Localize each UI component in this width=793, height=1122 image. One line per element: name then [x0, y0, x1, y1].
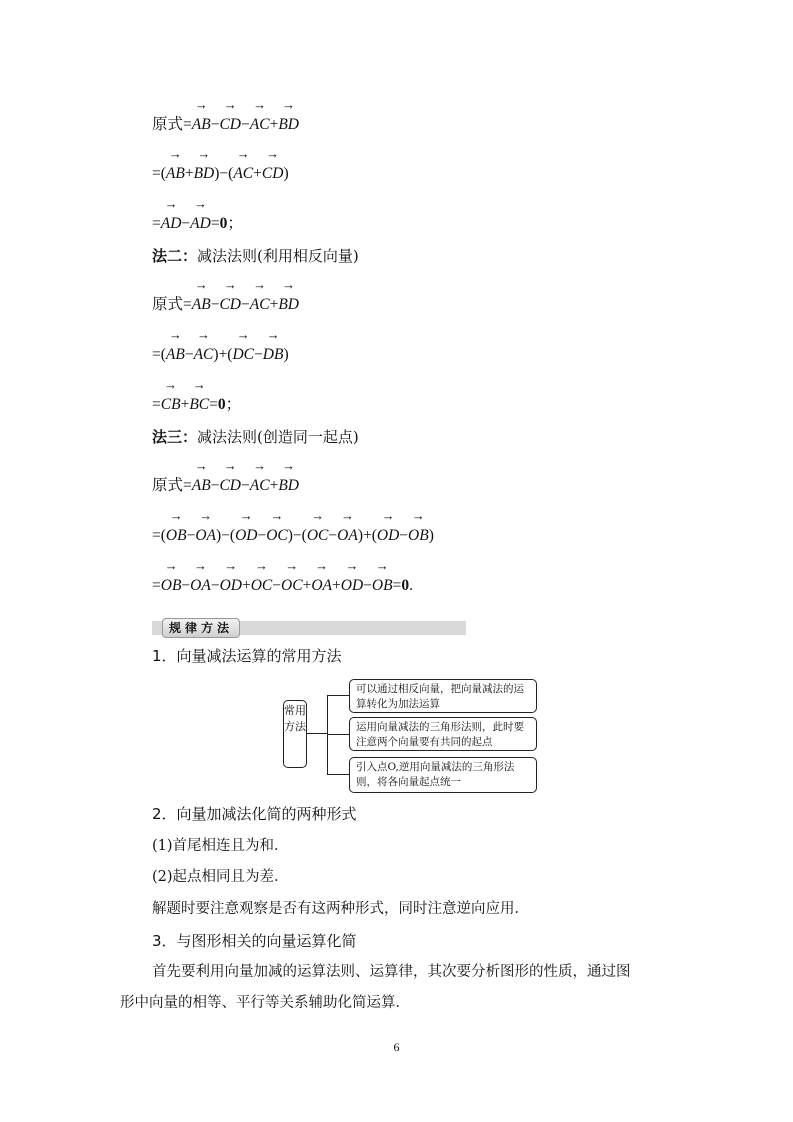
vector: → OB [161, 576, 182, 596]
vector: → OB [408, 526, 429, 546]
section2-item1: (1)首尾相连且为和． [152, 838, 289, 854]
zero-vector: 0 [217, 396, 226, 413]
connector-line [327, 734, 349, 735]
eq-m1-line1: 原式=→ AB−→ CD−→ AC+→ BD [152, 115, 299, 135]
vector: → OA [311, 576, 332, 596]
punct: ； [225, 396, 242, 413]
section3-title: 3．与图形相关的向量运算化简 [152, 932, 357, 950]
connector-line [327, 695, 349, 696]
vector: → OA [190, 576, 211, 596]
heading-text: 减法法则(利用相反向量) [197, 247, 359, 265]
vector: → AB [166, 345, 185, 365]
vector: → OC [251, 576, 273, 596]
vector: → CB [161, 395, 181, 415]
heading-label: 法三： [152, 428, 198, 446]
vector: → AC [250, 115, 270, 135]
section2-note: 解题时要注意观察是否有这两种形式，同时注意逆向应用． [152, 901, 529, 917]
vector: → OC [281, 576, 303, 596]
diagram-box-2: 运用向量减法的三角形法则，此时要注意两个向量要有共同的起点 [349, 717, 537, 751]
section2-item2: (2)起点相同且为差． [152, 869, 289, 885]
vector: → BD [278, 295, 299, 315]
vector: → OD [377, 526, 399, 546]
vector: → AC [250, 476, 270, 496]
vector: → AB [192, 476, 211, 496]
section3-para-line1: 首先要利用向量加减的运算法则、运算律，其次要分析图形的性质，通过图 [152, 964, 631, 980]
section1-title: 1．向量减法运算的常用方法 [152, 647, 342, 665]
vector: → CD [219, 476, 241, 496]
eq-m3-line3: =→ OB−→ OA−→ OD+→ OC−→ OC+→ OA+→ OD−→ OB=0. [152, 576, 413, 596]
method2-heading [152, 246, 359, 266]
prefix: 原式 [152, 477, 184, 494]
diagram-box-1: 可以通过相反向量，把向量减法的运算转化为加法运算 [349, 679, 537, 713]
vector: → AB [166, 164, 185, 184]
vector: → AB [192, 115, 211, 135]
vector: → CD [262, 164, 284, 184]
page-number: 6 [393, 1040, 400, 1054]
vector: → BD [194, 164, 215, 184]
vector: → AD [161, 214, 182, 234]
connector-line [327, 774, 349, 775]
eq-m2-line1: 原式=→ AB−→ CD−→ AC+→ BD [152, 295, 299, 315]
vector: → OB [166, 526, 187, 546]
vector: → CD [219, 295, 241, 315]
zero-vector: 0 [219, 215, 228, 232]
eq-m3-line2: =(→ OB−→ OA)−(→ OD−→ OC)−(→ OC−→ OA)+(→ OD−→ OB) [152, 526, 434, 546]
vector: → AC [194, 345, 214, 365]
vector: → BC [189, 395, 209, 415]
section-tag-bar [152, 621, 466, 635]
section-tag: 规律方法 [162, 618, 240, 638]
vector: → AC [250, 295, 270, 315]
section3-para-line2: 形中向量的相等、平行等关系辅助化简运算． [120, 995, 410, 1011]
heading-label: 法二： [152, 247, 198, 265]
vector: → OA [195, 526, 216, 546]
vector: → DC [232, 345, 254, 365]
vector: → BD [278, 476, 299, 496]
vector: → OA [337, 526, 358, 546]
eq-m3-line1: 原式=→ AB−→ CD−→ AC+→ BD [152, 476, 299, 496]
eq-m2-line2: =(→ AB−→ AC)+(→ DC−→ DB) [152, 345, 289, 365]
vector: → AD [190, 214, 211, 234]
heading-text: 减法法则(创造同一起点) [197, 428, 359, 446]
eq-m1-line2: =(→ AB+→ BD)−(→ AC+→ CD) [152, 164, 289, 184]
method3-heading [152, 427, 359, 447]
prefix: 原式 [152, 296, 184, 313]
vector: → OC [266, 526, 288, 546]
prefix: 原式 [152, 116, 184, 133]
vector: → OB [372, 576, 393, 596]
punct: . [409, 577, 413, 594]
vector: → OD [220, 576, 242, 596]
vector: → AB [192, 295, 211, 315]
connector-line [307, 733, 327, 734]
vector: → OC [307, 526, 329, 546]
vector: → AC [233, 164, 253, 184]
punct: ； [227, 215, 243, 232]
zero-vector: 0 [401, 577, 410, 594]
vector: → OD [235, 526, 257, 546]
eq-m2-line3: =→ CB+→ BC=0； [152, 395, 241, 415]
eq-m1-line3: =→ AD−→ AD=0； [152, 214, 243, 234]
diagram-hub: 常用方法 [283, 700, 307, 768]
vector: → BD [278, 115, 299, 135]
vector: → CD [219, 115, 241, 135]
vector: → DB [263, 345, 284, 365]
section2-title: 2．向量加减法化简的两种形式 [152, 805, 357, 823]
vector: → OD [341, 576, 363, 596]
diagram-box-3: 引入点O,逆用向量减法的三角形法则，将各向量起点统一 [349, 757, 537, 793]
